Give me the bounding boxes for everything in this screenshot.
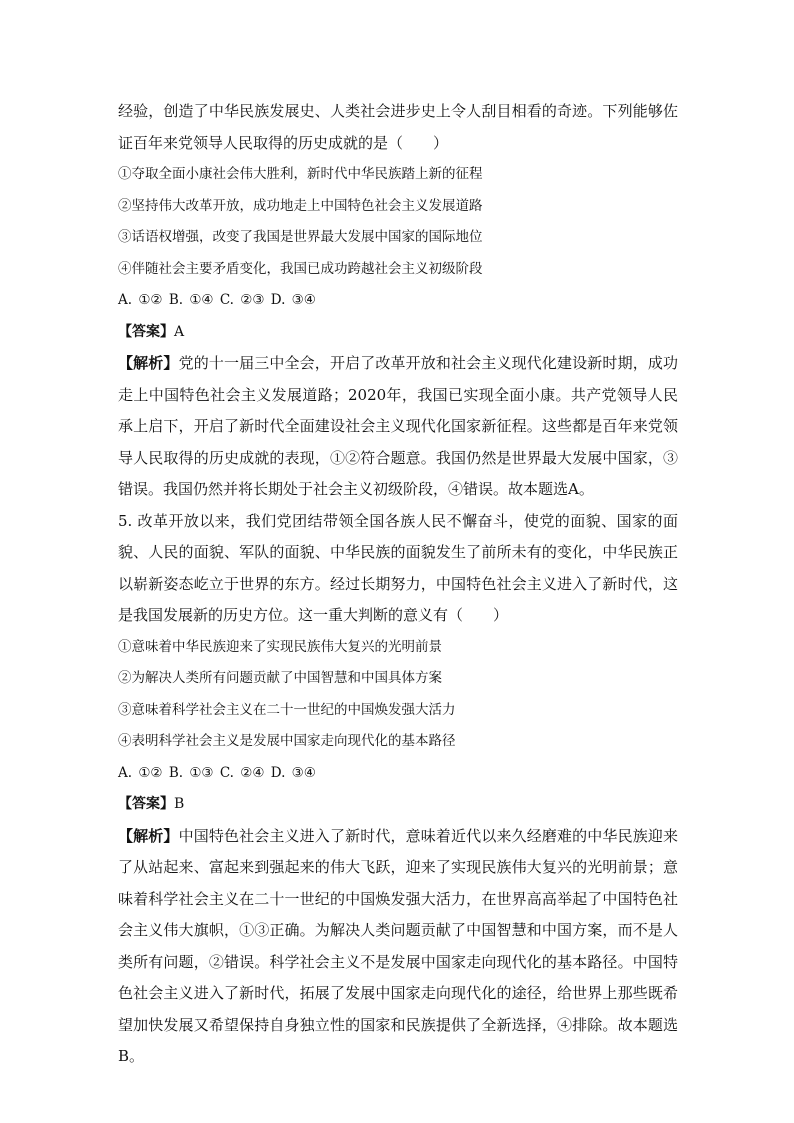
q4-option-3: ③话语权增强，改变了我国是世界最大发展中国家的国际地位 [118,229,483,245]
q4-answer-label: 【答案】 [118,323,174,340]
q4-option-4: ④伴随社会主要矛盾变化，我国已成功跨越社会主义初级阶段 [118,260,483,277]
q5-answer-label: 【答案】 [118,796,174,812]
q4-answer-value: A [174,323,185,340]
q4-stem: 经验，创造了中华民族发展史、人类社会进步史上令人刮目相看的奇迹。下列能够佐证百年来党领导人民取得的历史成就的是（ ） [118,102,678,152]
q5-stem: 5. 改革开放以来，我们党团结带领全国各族人民不懈奋斗，使党的面貌、国家的面貌、人民的面貌、军队的面貌、中华民族的面貌发生了前所未有的变化，中华民族正以崭新姿态屹立于世界的东方。经过长期努力，中国特色社会主义进入了新时代，这是我国发展新的历史方位。这一重大判断的意义有（ ） [118,511,678,624]
q4-analysis-text: 党的十一届三中全会，开启了改革开放和社会主义现代化建设新时期，成功走上中国特色社会主义发展道路；2020年，我国已实现全面小康。共产党领导人民承上启下，开启了新时代全面建设社会主义现代化国家新征程。这些都是百年来党领导人民取得的历史成就的表现，①②符合题意。我国仍然是世界最大发展中国家，③错误。我国仍然并将长期处于社会主义初级阶段，④错误。故本题选A。 [118,354,678,498]
document-page [118,96,678,1073]
q4-choices: A. ①② B. ①④ C. ②③ D. ③④ [118,292,316,308]
q5-option-1: ①意味着中华民族迎来了实现民族伟大复兴的光明前景 [118,638,442,655]
q5-choices: A. ①② B. ①③ C. ②④ D. ③④ [118,764,316,781]
q5-analysis-label: 【解析】 [118,826,179,845]
q5-option-4: ④表明科学社会主义是发展中国家走向现代化的基本路径 [118,733,456,749]
q4-answer [118,317,678,349]
q5-option-3: ③意味着科学社会主义在二十一世纪的中国焕发强大活力 [118,701,456,718]
q4-analysis [118,348,678,506]
q5-analysis [118,821,678,1073]
q4-option-1: ①夺取全面小康社会伟大胜利，新时代中华民族踏上新的征程 [118,166,483,182]
q5-option-2: ②为解决人类所有问题贡献了中国智慧和中国具体方案 [118,670,442,686]
q5-analysis-text: 中国特色社会主义进入了新时代，意味着近代以来久经磨难的中华民族迎来了从站起来、富起来到强起来的伟大飞跃，迎来了实现民族伟大复兴的光明前景；意味着科学社会主义在二十一世纪的中国焕发强大活力，在世界高高举起了中国特色社会主义伟大旗帜，①③正确。为解决人类问题贡献了中国智慧和中国方案，而不是人类所有问题，②错误。科学社会主义不是发展中国家走向现代化的基本路径。中国特色社会主义进入了新时代，拓展了发展中国家走向现代化的途径，给世界上那些既希望加快发展又希望保持自身独立性的国家和民族提供了全新选择，④排除。故本题选B。 [118,826,678,1065]
q4-option-2: ②坚持伟大改革开放，成功地走上中国特色社会主义发展道路 [118,197,483,214]
q4-analysis-label: 【解析】 [118,354,179,372]
q5-answer-value: B [174,796,185,812]
q5-answer [118,789,678,821]
